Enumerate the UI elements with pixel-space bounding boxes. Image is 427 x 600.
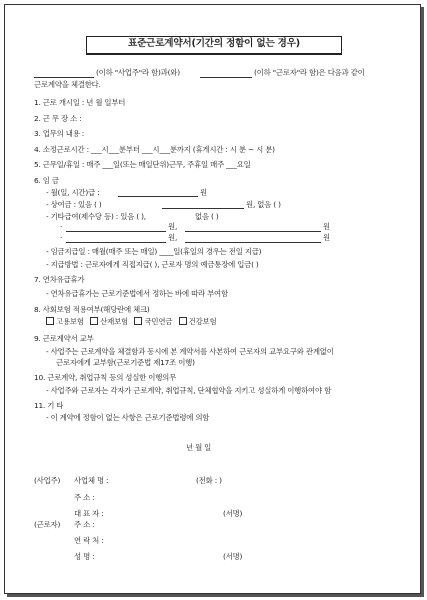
wage-monthly-label: - 월(일, 시간)급 : (46, 188, 100, 197)
bonus-blank[interactable] (162, 208, 244, 209)
wage-monthly-unit: 원 (200, 188, 207, 197)
worker-signature[interactable]: (서명) (223, 552, 243, 561)
employment-insurance-option[interactable] (46, 317, 84, 326)
health-insurance-option[interactable] (179, 317, 217, 326)
wage-monthly-blank[interactable] (118, 196, 198, 197)
document-title: 표준근로계약서(기간의 정함이 없는 경우) (128, 38, 300, 49)
annual-leave-text: - 연차유급휴가는 근로기준법에서 정하는 바에 따라 부여함 (46, 289, 228, 298)
item-social-insurance: 8. 사회보험 적용여부(해당란에 체크) (34, 305, 150, 314)
employment-insurance-checkbox[interactable] (46, 317, 54, 325)
worker-label: (근로자) (34, 520, 61, 529)
employer-signature[interactable]: (서명) (223, 509, 243, 518)
item-wage-heading: 6. 임 금 (34, 176, 59, 185)
pay-method-line: - 지급방법 : 근로자에게 직접지급( ), 근로자 명의 예금통장에 입금( ) (46, 260, 259, 269)
accident-insurance-option[interactable] (90, 317, 128, 326)
accident-insurance-label: 산재보험 (100, 317, 128, 326)
worker-address-label: 주 소 : (74, 520, 95, 529)
intro-employer-text: (이하 "사업주"라 함)과(와) (96, 68, 180, 77)
employment-insurance-label: 고용보험 (56, 317, 84, 326)
allowance-row1-left-unit: 원, (168, 222, 178, 231)
bonus-unit: 원, 없음 ( ) (246, 200, 281, 209)
item-start-date: 1. 근로 개시일 : 년 월 일부터 (34, 98, 126, 107)
item-workplace: 2. 근 무 장 소 : (34, 114, 82, 123)
worker-blank[interactable] (200, 77, 252, 78)
employer-blank[interactable] (34, 77, 94, 78)
business-name-label: 사업체 명 : (74, 476, 109, 485)
contract-date: 년 월 일 (186, 443, 212, 452)
employer-phone: (전화 : ) (196, 476, 222, 485)
item-annual-leave: 7. 연차유급휴가 (34, 275, 85, 284)
obligations-text: - 사업주와 근로자는 각자가 근로계약, 취업규칙, 단체협약을 지키고 성실하게 이행하여야 함 (46, 386, 332, 395)
item-other: 11. 기 타 (34, 401, 64, 410)
representative-label: 대 표 자 : (74, 509, 104, 518)
allowance-row1-right-blank[interactable] (185, 231, 321, 232)
item-contract-delivery: 9. 근로계약서 교부 (34, 334, 94, 343)
worker-contact-label: 연 락 처 : (74, 536, 104, 545)
contract-delivery-text-2: 근로자에게 교부함(근로기준법 제17조 이행) (56, 358, 195, 367)
other-text: - 이 계약에 정함이 없는 사항은 근로기준법령에 의함 (46, 413, 210, 422)
national-pension-checkbox[interactable] (134, 317, 142, 325)
worker-name-label: 성 명 : (74, 552, 95, 561)
payday-line: - 임금지급일 : 매월(매주 또는 매일) ____일(휴일의 경우는 전일 지급) (46, 247, 262, 256)
allowance-row1-bullet: · (60, 222, 63, 231)
national-pension-option[interactable] (134, 317, 172, 326)
employer-label: (사업주) (34, 476, 61, 485)
insurance-options (46, 317, 216, 327)
allowance-row2-left-blank[interactable] (66, 242, 166, 243)
allowance-row1-left-blank[interactable] (66, 231, 166, 232)
item-job-description: 3. 업무의 내용 : (34, 129, 85, 138)
contract-delivery-text-1: - 사업주는 근로계약을 체결함과 동시에 본 계약서를 사본하여 근로자의 교부요구와 관계없이 (46, 347, 334, 356)
item-working-hours: 4. 소정근로시간 : ___시___분부터 ___시___분까지 (휴게시간 : 시 분 ~ 시 분) (34, 145, 275, 154)
allowance-label: - 기타급여(제수당 등) : 있음 ( ), (46, 212, 146, 221)
intro-worker-text: (이하 "근로자"라 함)은 다음과 같이 (254, 68, 365, 77)
accident-insurance-checkbox[interactable] (90, 317, 98, 325)
document-page (4, 4, 421, 594)
item-obligations: 10. 근로계약, 취업규칙 등의 성실한 이행의무 (34, 373, 177, 382)
bonus-label: - 상여금 : 있음 ( ) (46, 200, 102, 209)
intro-line2: 근로계약을 체결한다. (34, 80, 101, 89)
health-insurance-checkbox[interactable] (179, 317, 187, 325)
health-insurance-label: 건강보험 (188, 317, 217, 326)
item-workdays: 5. 근무일/휴일 : 매주 ___일(또는 매일단위)근무, 주휴일 매주 ___요일 (34, 160, 251, 169)
national-pension-label: 국민연금 (144, 317, 173, 326)
allowance-row1-right-unit: 원 (323, 222, 330, 231)
allowance-row2-left-unit: 원, (168, 233, 178, 242)
allowance-row2-bullet: · (60, 233, 63, 242)
allowance-row2-right-unit: 원 (323, 233, 330, 242)
allowance-none: 없음 ( ) (195, 212, 219, 221)
employer-address-label: 주 소 : (74, 493, 95, 502)
allowance-row2-right-blank[interactable] (185, 242, 321, 243)
